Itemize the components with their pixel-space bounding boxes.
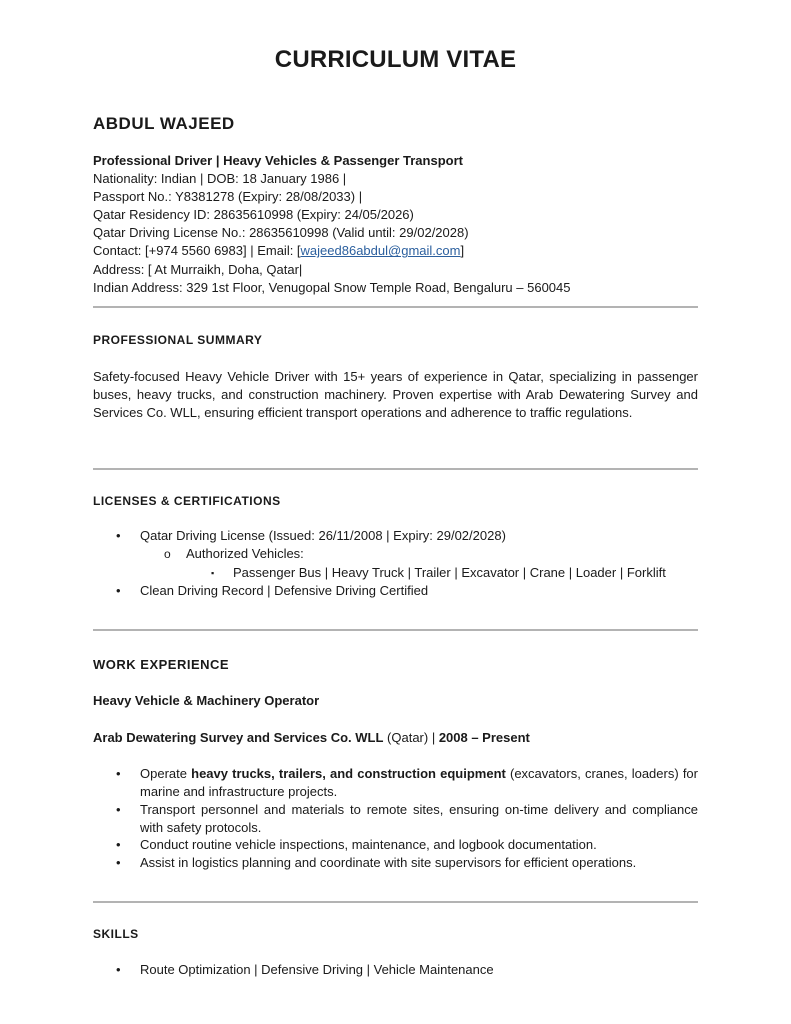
address-line: Address: [ At Murraikh, Doha, Qatar| — [93, 261, 303, 277]
license-line: Qatar Driving License No.: 28635610998 (Valid until: 29/02/2028) — [93, 225, 469, 241]
job-role: Heavy Vehicle & Machinery Operator — [93, 693, 320, 708]
job-company-line — [93, 729, 530, 747]
residency-line: Qatar Residency ID: 28635610998 (Expiry: 24/05/2026) — [93, 207, 414, 223]
job-period: 2008 – Present — [438, 730, 530, 745]
licenses-heading: LICENSES & CERTIFICATIONS — [93, 494, 281, 508]
document-title: CURRICULUM VITAE — [274, 46, 517, 73]
authorized-vehicles-list: Passenger Bus | Heavy Truck | Trailer | Excavator | Crane | Loader | Forklift — [233, 565, 666, 580]
passport-line: Passport No.: Y8381278 (Expiry: 28/08/2033) | — [93, 189, 363, 205]
skills-heading: SKILLS — [93, 927, 139, 941]
work-bullet: Conduct routine vehicle inspections, maintenance, and logbook documentation. — [140, 837, 597, 852]
contact-block — [93, 152, 713, 297]
bullet: • — [116, 802, 121, 817]
divider — [93, 901, 698, 903]
summary-heading: PROFESSIONAL SUMMARY — [93, 333, 263, 347]
skill-item: Route Optimization | Defensive Driving | Vehicle Maintenance — [140, 962, 494, 977]
work-heading: WORK EXPERIENCE — [93, 657, 230, 672]
bullet: • — [116, 962, 121, 977]
license-item: Clean Driving Record | Defensive Driving Certified — [140, 583, 429, 598]
divider — [93, 306, 698, 308]
headline: Professional Driver | Heavy Vehicles & Passenger Transport — [93, 153, 463, 168]
bullet: • — [116, 528, 121, 543]
work-bullet: Assist in logistics planning and coordinate with site supervisors for efficient operations. — [140, 855, 637, 870]
work-bullet-text: Operate — [140, 766, 192, 781]
nationality-line: Nationality: Indian | DOB: 18 January 1986 | — [93, 171, 347, 187]
contact-line — [93, 242, 713, 260]
summary-text: Safety-focused Heavy Vehicle Driver with 15+ years of experience in Qatar, specializing in passenger buses, heavy trucks, and construction machinery. Proven expertise with Arab Dewatering Survey and Services Co. WLL, ensuring efficient transport operations and adherence to traffic regulations. — [93, 369, 698, 420]
work-bullet — [140, 765, 698, 801]
bullet: • — [116, 855, 121, 870]
divider — [93, 629, 698, 631]
authorized-vehicles-label: Authorized Vehicles: — [186, 546, 304, 561]
bullet: • — [116, 766, 121, 781]
email-link[interactable]: wajeed86abdul@gmail.com — [300, 243, 461, 259]
company-name: Arab Dewatering Survey and Services Co. WLL — [93, 730, 384, 745]
work-bullet-text: (excavators, cranes, loaders) for marine and infrastructure projects. — [140, 766, 698, 799]
sub-sub-bullet: ▪ — [211, 568, 215, 578]
company-location: (Qatar) | — [383, 730, 439, 745]
indian-address-line: Indian Address: 329 1st Floor, Venugopal Snow Temple Road, Bengaluru – 560045 — [93, 279, 571, 295]
sub-bullet: o — [164, 547, 171, 561]
license-item: Qatar Driving License (Issued: 26/11/2008 | Expiry: 29/02/2028) — [140, 528, 506, 543]
bullet: • — [116, 837, 121, 852]
candidate-name: ABDUL WAJEED — [93, 114, 235, 133]
work-bullet: Transport personnel and materials to remote sites, ensuring on-time delivery and compliance with safety protocols. — [140, 802, 698, 835]
divider — [93, 468, 698, 470]
bullet: • — [116, 583, 121, 598]
work-bullet-bold: heavy trucks, trailers, and construction equipment — [191, 766, 506, 781]
contact-prefix: Contact: [+974 5560 6983] | Email: [ — [93, 243, 301, 259]
contact-suffix: ] — [460, 243, 465, 259]
